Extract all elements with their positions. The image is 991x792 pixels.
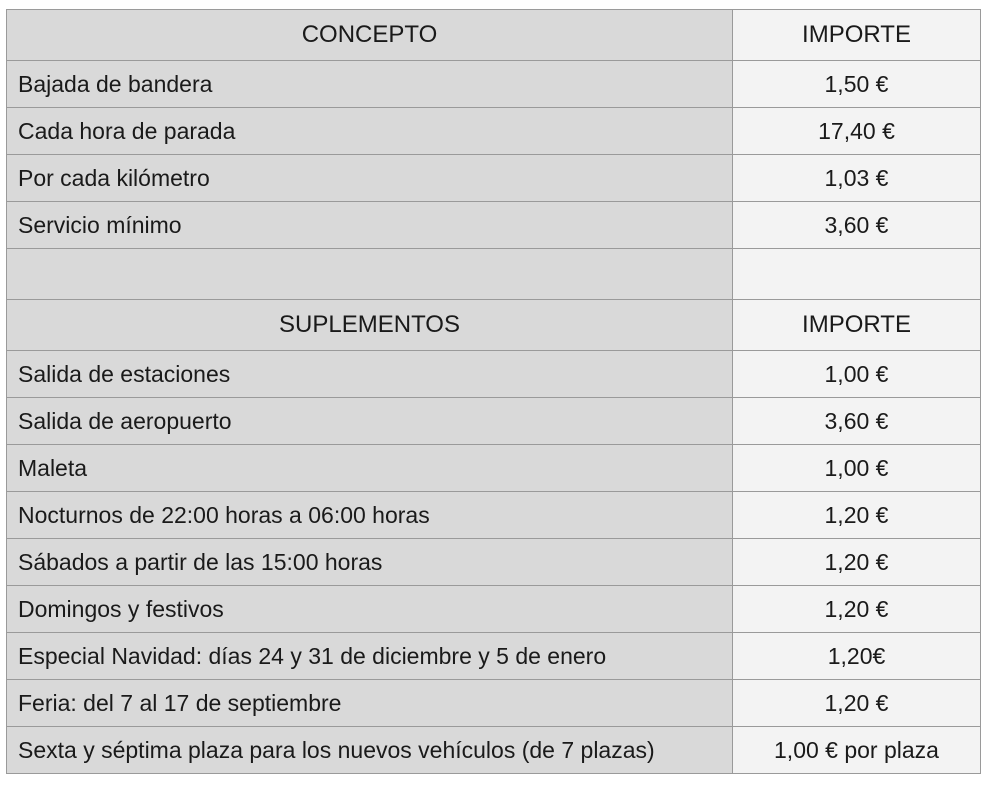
spacer-row (7, 249, 981, 300)
concept-cell: Sábados a partir de las 15:00 horas (7, 539, 733, 586)
concept-cell: Especial Navidad: días 24 y 31 de diciembre y 5 de enero (7, 633, 733, 680)
suplementos-header-row (7, 300, 981, 351)
empty-cell (733, 249, 981, 300)
concept-cell: Feria: del 7 al 17 de septiembre (7, 680, 733, 727)
amount-cell: 3,60 € (733, 398, 981, 445)
table-row (7, 202, 981, 249)
amount-cell: 1,20 € (733, 586, 981, 633)
amount-cell: 17,40 € (733, 108, 981, 155)
table-row (7, 155, 981, 202)
concept-cell: Nocturnos de 22:00 horas a 06:00 horas (7, 492, 733, 539)
amount-cell: 1,03 € (733, 155, 981, 202)
table-row (7, 727, 981, 774)
amount-header: IMPORTE (733, 300, 981, 351)
amount-cell: 1,00 € por plaza (733, 727, 981, 774)
table-row (7, 61, 981, 108)
table-row (7, 680, 981, 727)
amount-cell: 1,20 € (733, 539, 981, 586)
concept-cell: Servicio mínimo (7, 202, 733, 249)
concept-cell: Sexta y séptima plaza para los nuevos vehículos (de 7 plazas) (7, 727, 733, 774)
concept-header: CONCEPTO (7, 10, 733, 61)
concept-cell: Domingos y festivos (7, 586, 733, 633)
fare-table (6, 9, 981, 774)
concept-cell: Bajada de bandera (7, 61, 733, 108)
amount-cell: 1,00 € (733, 351, 981, 398)
amount-cell: 3,60 € (733, 202, 981, 249)
amount-cell: 1,50 € (733, 61, 981, 108)
table-row (7, 108, 981, 155)
concept-cell: Salida de estaciones (7, 351, 733, 398)
table-row (7, 398, 981, 445)
concept-cell: Maleta (7, 445, 733, 492)
table-row (7, 445, 981, 492)
table-row (7, 586, 981, 633)
table-row (7, 492, 981, 539)
table-row (7, 351, 981, 398)
amount-cell: 1,00 € (733, 445, 981, 492)
amount-cell: 1,20€ (733, 633, 981, 680)
suplementos-header: SUPLEMENTOS (7, 300, 733, 351)
amount-cell: 1,20 € (733, 492, 981, 539)
tarifa-header-row (7, 10, 981, 61)
empty-cell (7, 249, 733, 300)
table-row (7, 633, 981, 680)
concept-cell: Salida de aeropuerto (7, 398, 733, 445)
amount-cell: 1,20 € (733, 680, 981, 727)
amount-header: IMPORTE (733, 10, 981, 61)
concept-cell: Por cada kilómetro (7, 155, 733, 202)
concept-cell: Cada hora de parada (7, 108, 733, 155)
table-row (7, 539, 981, 586)
